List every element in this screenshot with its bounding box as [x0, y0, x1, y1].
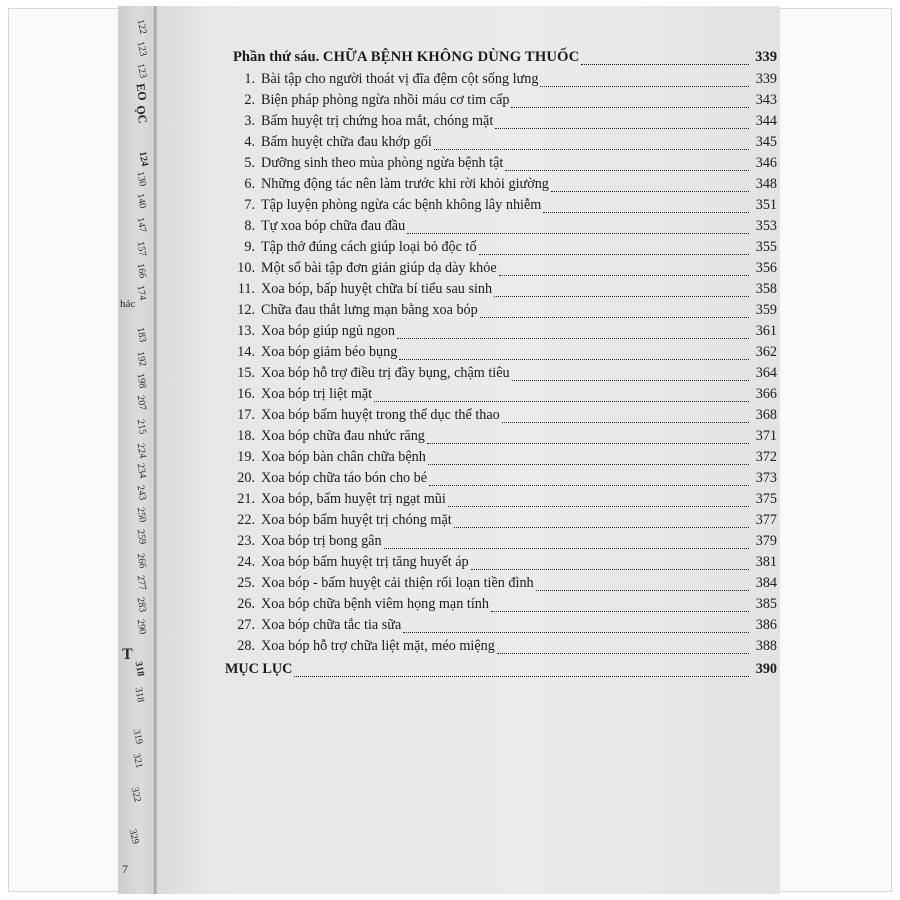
page-number: 366: [755, 386, 777, 402]
entry-title: Xoa bóp bấm huyệt trị chóng mặt: [261, 512, 452, 528]
dot-leader: [581, 63, 749, 65]
entry-number: 8.: [244, 218, 255, 234]
toc-entry: [233, 449, 777, 469]
entry-title: Xoa bóp giảm béo bụng: [261, 344, 398, 360]
toc-entry: [233, 176, 777, 196]
dot-leader: [294, 675, 749, 677]
entry-title: Xoa bóp trị liệt mặt: [261, 386, 373, 402]
dot-leader: [454, 526, 749, 528]
entry-title: Xoa bóp chữa đau nhức răng: [261, 428, 425, 444]
toc-entry: [233, 239, 777, 259]
toc-entry: [233, 533, 777, 553]
part-prefix: Phần thứ sáu.: [233, 49, 320, 65]
left-fragment: EO: [133, 82, 150, 102]
entry-number: 10.: [237, 260, 255, 276]
left-fragment: 174: [134, 284, 149, 302]
dot-leader: [448, 505, 749, 507]
dot-leader: [497, 652, 749, 654]
page-number: 344: [755, 113, 777, 129]
left-fragment: 318: [132, 686, 147, 704]
entry-number: 16.: [237, 386, 255, 402]
left-fragment: T: [122, 646, 133, 663]
book-photo: [118, 6, 780, 894]
entry-title: Xoa bóp giúp ngủ ngon: [261, 323, 395, 339]
left-fragment: 192: [134, 350, 149, 368]
toc-entry: [233, 512, 777, 532]
left-fragment: 224: [134, 442, 149, 460]
entry-title: Xoa bóp bấm huyệt trị tăng huyết áp: [261, 554, 469, 570]
entry-title: Tập thở đúng cách giúp loại bỏ độc tố: [261, 239, 477, 255]
entry-number: 5.: [244, 155, 255, 171]
page-number: 373: [755, 470, 777, 486]
entry-number: 17.: [237, 407, 255, 423]
page-number: 358: [755, 281, 777, 297]
toc-part-heading: [233, 49, 777, 69]
left-fragment: 266: [134, 552, 149, 570]
entry-title: Bài tập cho người thoát vị đĩa đệm cột sống lưng: [261, 71, 539, 87]
entry-title: Xoa bóp bàn chân chữa bệnh: [261, 449, 426, 465]
page-number: 371: [755, 428, 777, 444]
entry-title: Xoa bóp - bấm huyệt cải thiện rối loạn tiền đình: [261, 575, 534, 591]
entry-title: Biện pháp phòng ngừa nhồi máu cơ tim cấp: [261, 92, 510, 108]
entry-number: 7.: [244, 197, 255, 213]
entry-title: Dưỡng sinh theo mùa phòng ngừa bệnh tật: [261, 155, 504, 171]
left-fragment: 290: [134, 618, 149, 636]
page-number: 388: [755, 638, 777, 654]
dot-leader: [495, 127, 749, 129]
dot-leader: [397, 337, 749, 339]
entry-number: 2.: [244, 92, 255, 108]
page-number: 390: [755, 661, 777, 677]
left-fragment: 7: [122, 862, 128, 876]
page-number: 368: [755, 407, 777, 423]
entry-number: 26.: [237, 596, 255, 612]
dot-leader: [543, 211, 749, 213]
page-number: 381: [755, 554, 777, 570]
page-number: 372: [755, 449, 777, 465]
page-number: 351: [755, 197, 777, 213]
page-number: 346: [755, 155, 777, 171]
entry-number: 20.: [237, 470, 255, 486]
toc-entry: [233, 470, 777, 490]
part-title: CHỮA BỆNH KHÔNG DÙNG THUỐC: [322, 49, 580, 65]
dot-leader: [512, 379, 749, 381]
entry-title: Một số bài tập đơn giản giúp dạ dày khỏe: [261, 260, 497, 276]
left-fragment: 277: [134, 574, 149, 592]
left-fragment: 243: [134, 484, 149, 502]
left-fragment: 166: [134, 262, 149, 280]
left-fragment: hác: [120, 298, 136, 310]
toc-entry: [233, 134, 777, 154]
toc-entry: [233, 491, 777, 511]
left-fragment: 157: [134, 240, 149, 258]
entry-number: 15.: [237, 365, 255, 381]
page-number: 361: [755, 323, 777, 339]
toc-entry: [233, 617, 777, 637]
page-number: 384: [755, 575, 777, 591]
entry-number: 28.: [237, 638, 255, 654]
entry-title: Xoa bóp hỗ trợ chữa liệt mặt, méo miệng: [261, 638, 495, 654]
entry-number: 12.: [237, 302, 255, 318]
left-fragment: ỌC: [133, 104, 150, 125]
toc-entry: [233, 197, 777, 217]
entry-title: Chữa đau thắt lưng mạn bằng xoa bóp: [261, 302, 478, 318]
dot-leader: [491, 610, 749, 612]
left-fragment: 283: [134, 596, 149, 614]
toc-entry: [233, 92, 777, 112]
entry-number: 4.: [244, 134, 255, 150]
dot-leader: [471, 568, 749, 570]
page-number: 375: [755, 491, 777, 507]
entry-number: 27.: [237, 617, 255, 633]
dot-leader: [502, 421, 749, 423]
left-fragment: 147: [134, 216, 149, 234]
left-fragment: 124: [136, 150, 151, 168]
entry-title: Xoa bóp trị bong gân: [261, 533, 382, 549]
dot-leader: [407, 232, 749, 234]
entry-number: 13.: [237, 323, 255, 339]
left-fragment: 250: [134, 506, 149, 524]
dot-leader: [536, 589, 749, 591]
left-fragment: 319: [130, 728, 145, 746]
page-number: 386: [755, 617, 777, 633]
entry-number: 19.: [237, 449, 255, 465]
page-number: 345: [755, 134, 777, 150]
left-fragment: 259: [134, 528, 149, 546]
left-fragment: 215: [134, 418, 149, 436]
toc-entry: [233, 218, 777, 238]
page-number: 379: [755, 533, 777, 549]
left-fragment: 140: [134, 192, 149, 210]
dot-leader: [429, 484, 749, 486]
entry-title: Xoa bóp chữa bệnh viêm họng mạn tính: [261, 596, 489, 612]
toc-entry: [233, 281, 777, 301]
entry-title: Bấm huyệt chữa đau khớp gối: [261, 134, 432, 150]
toc-entry: [233, 638, 777, 658]
page-number: 339: [755, 49, 777, 65]
dot-leader: [427, 442, 749, 444]
entry-title: Xoa bóp hỗ trợ điều trị đầy bụng, chậm tiêu: [261, 365, 510, 381]
entry-number: 3.: [244, 113, 255, 129]
dot-leader: [494, 295, 749, 297]
left-fragment: 318: [132, 660, 147, 678]
entry-number: 6.: [244, 176, 255, 192]
entry-title: Tập luyện phòng ngừa các bệnh không lây nhiễm: [261, 197, 542, 213]
toc-entry: [233, 260, 777, 280]
entry-title: Xoa bóp bấm huyệt trong thể dục thể thao: [261, 407, 500, 423]
toc-entry: [233, 407, 777, 427]
entry-title: Xoa bóp chữa táo bón cho bé: [261, 470, 428, 486]
entry-number: 21.: [237, 491, 255, 507]
left-fragment: 183: [134, 326, 149, 344]
dot-leader: [480, 316, 749, 318]
entry-number: 22.: [237, 512, 255, 528]
page-number: 353: [755, 218, 777, 234]
entry-title: Xoa bóp, bấp huyệt chữa bí tiểu sau sinh: [261, 281, 493, 297]
page-number: 348: [755, 176, 777, 192]
entry-number: 25.: [237, 575, 255, 591]
entry-title: Xoa bóp, bấm huyệt trị ngạt mũi: [261, 491, 446, 507]
dot-leader: [384, 547, 749, 549]
right-page: [157, 6, 780, 894]
page-number: 364: [755, 365, 777, 381]
page-number: 362: [755, 344, 777, 360]
dot-leader: [505, 169, 749, 171]
toc-entry: [233, 155, 777, 175]
dot-leader: [479, 253, 749, 255]
entry-number: 9.: [244, 239, 255, 255]
left-page: [118, 6, 156, 894]
entry-title: Bấm huyệt trị chứng hoa mắt, chóng mặt: [261, 113, 494, 129]
toc-entry: [233, 386, 777, 406]
muc-luc-title: MỤC LỤC: [225, 661, 293, 677]
entry-number: 14.: [237, 344, 255, 360]
toc-entry: [233, 302, 777, 322]
toc-muc-luc: [225, 661, 777, 681]
dot-leader: [540, 85, 749, 87]
toc-entry: [233, 596, 777, 616]
page-number: 385: [755, 596, 777, 612]
entry-number: 1.: [244, 71, 255, 87]
left-fragment: 207: [134, 394, 149, 412]
toc-entry: [233, 428, 777, 448]
page-number: 377: [755, 512, 777, 528]
left-fragment: 123: [134, 40, 149, 58]
entry-title: Tự xoa bóp chữa đau đầu: [261, 218, 406, 234]
left-fragment: 123: [134, 62, 149, 80]
dot-leader: [428, 463, 749, 465]
dot-leader: [399, 358, 749, 360]
left-fragment: 122: [134, 18, 149, 36]
toc-entry: [233, 365, 777, 385]
dot-leader: [403, 631, 749, 633]
toc-entry: [233, 554, 777, 574]
left-fragment: 130: [134, 170, 149, 188]
dot-leader: [374, 400, 749, 402]
page-number: 356: [755, 260, 777, 276]
page-number: 343: [755, 92, 777, 108]
left-fragment: 234: [134, 462, 149, 480]
left-fragment: 329: [126, 828, 141, 846]
page-number: 359: [755, 302, 777, 318]
left-fragment: 321: [130, 752, 145, 770]
entry-title: Những động tác nên làm trước khi rời khỏi giường: [261, 176, 549, 192]
entry-number: 11.: [237, 281, 255, 297]
left-fragment: 198: [134, 372, 149, 390]
dot-leader: [434, 148, 749, 150]
toc-entry: [233, 71, 777, 91]
dot-leader: [499, 274, 749, 276]
page-number: 339: [755, 71, 777, 87]
toc-entry: [233, 323, 777, 343]
entry-number: 18.: [237, 428, 255, 444]
entry-title: Xoa bóp chữa tắc tia sữa: [261, 617, 402, 633]
dot-leader: [551, 190, 749, 192]
toc-entry: [233, 575, 777, 595]
entry-number: 24.: [237, 554, 255, 570]
page-number: 355: [755, 239, 777, 255]
entry-number: 23.: [237, 533, 255, 549]
left-fragment: 322: [128, 786, 143, 804]
toc-entry: [233, 344, 777, 364]
toc-entry: [233, 113, 777, 133]
dot-leader: [511, 106, 749, 108]
